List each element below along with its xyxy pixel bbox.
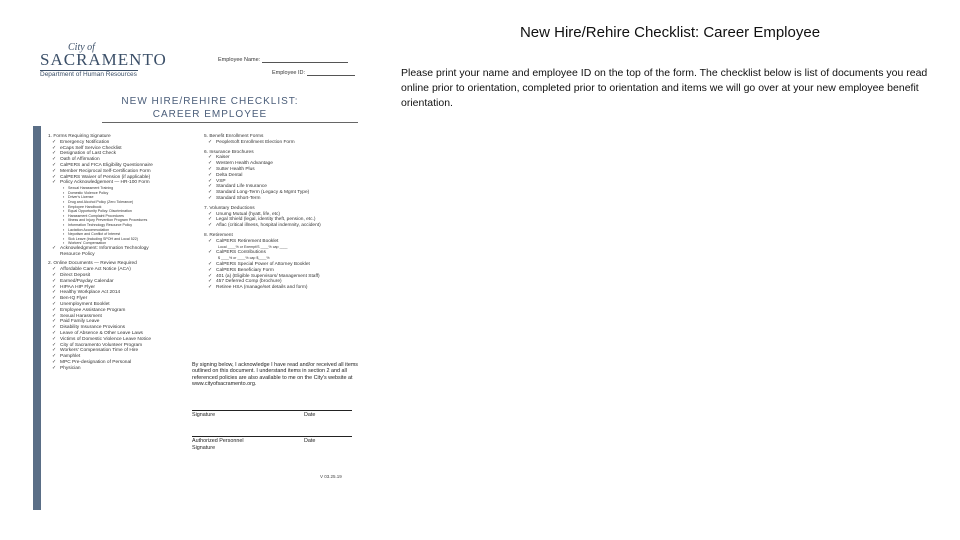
checklist-item: ✓ MPC Pre-designation of Personal <box>48 360 208 366</box>
section7-head: 7. Voluntary Deductions <box>204 205 255 211</box>
doc-title-rule <box>102 122 358 123</box>
section8-items <box>204 262 360 291</box>
checklist-item: ✓ Sutter Health Plus <box>204 167 360 173</box>
section8-small-line2: $ ____% or ____% cap $____% <box>218 256 270 261</box>
section1-items <box>48 140 208 186</box>
policy-sub-item: ▪ Information Technology Resource Policy <box>48 223 208 228</box>
policy-sub-item: ▪ Sick Leave (including SPOH and Local 522) <box>48 237 208 242</box>
checklist-item: ✓ Aflac (critical illness, hospital indemnity, accident) <box>204 223 360 229</box>
section1-tail-line2: Resource Policy <box>60 251 95 257</box>
policy-sub-item: ▪ Driver's License <box>48 195 208 200</box>
section1-head: 1. Forms Requiring Signature <box>48 134 111 139</box>
policy-sub-item: ▪ Illness and Injury Prevention Program Procedures <box>48 218 208 223</box>
sign-statement: By signing below, I acknowledge I have read and/or received all items outlined on this document. I understand items in section 2 and all referenced policies are also available to me on the City's website at www.cityofsacramento.org. <box>192 362 359 388</box>
section1-tail-line1: Acknowledgment: Information Technology <box>60 245 149 251</box>
checklist-item: ✓ PeopleSoft Enrollment Election Form <box>204 140 360 146</box>
checklist-item: ✓ CalPERS Special Power of Attorney Booklet <box>204 262 360 268</box>
section6-head: 6. Insurance Brochures <box>204 149 254 155</box>
policy-sub-item: ▪ Harassment Complaint Procedures <box>48 214 208 219</box>
checklist-item: ✓ VSP <box>204 179 360 185</box>
checklist-item: ✓ Disability Insurance Provisions <box>48 325 208 331</box>
checklist-item: ✓ Paid Family Leave <box>48 319 208 325</box>
checklist-item: ✓ Affordable Care Act Notice (ACA) <box>48 267 208 273</box>
section1-tail <box>48 246 208 252</box>
employee-name-line <box>262 62 348 63</box>
policy-sub-item: ▪ Domestic Violence Policy <box>48 191 208 196</box>
checklist-item: ✓ Delta Dental <box>204 173 360 179</box>
checklist-item: ✓ Kaiser <box>204 155 360 161</box>
signature-line <box>192 410 352 411</box>
checklist-item: ✓ Unumg Mutual (hyatt, life, etc) <box>204 212 360 218</box>
section8-item <box>204 250 360 256</box>
section2-items <box>48 267 208 371</box>
checklist-item: ✓ Standard Short-Term <box>204 196 360 202</box>
checklist-item: ✓ Legal Shield (legal, identity theft, pension, etc.) <box>204 217 360 223</box>
policy-sub-item: ▪ Nepotism and Conflict of Interest <box>48 232 208 237</box>
checklist-item: ✓ 457 Deferred Comp (brochure) <box>204 279 360 285</box>
policy-sub-item: ▪ Employee Handbook <box>48 205 208 210</box>
checklist-item: ✓ Oath of Affirmation <box>48 157 208 163</box>
checklist-item: ✓ CalPERS and FICA Eligibility Questionnaire <box>48 163 208 169</box>
checklist-item: ✓ Western Health Advantage <box>204 161 360 167</box>
section5-items <box>204 140 360 146</box>
checklist-item: ✓ Ben-IQ Flyer <box>48 296 208 302</box>
section8-item-text: CalPERS Contributions <box>216 250 266 256</box>
checklist-item: ✓ Victims of Domestic Violence Leave Notice <box>48 337 208 343</box>
authorized-label-line2: Signature <box>192 445 216 451</box>
doc-title-line2: CAREER EMPLOYEE <box>152 109 268 120</box>
checklist-item: ✓ Designation of Last Check <box>48 151 208 157</box>
authorized-signature-line <box>192 436 352 437</box>
section8-item <box>204 239 360 245</box>
authorized-label-line1: Authorized Personnel <box>192 438 244 444</box>
logo-sacramento: SACRAMENTO <box>40 50 167 69</box>
policy-sub-item: ▪ Lactation Accommodation <box>48 228 208 233</box>
checklist-item: ✓ eCaps Self Service Checklist <box>48 146 208 152</box>
policy-sub-item: ▪ Sexual Harassment Training <box>48 186 208 191</box>
checklist-item: ✓ Unemployment Booklet <box>48 302 208 308</box>
logo-department: Department of Human Resources <box>40 71 137 78</box>
employee-id-row <box>272 70 355 76</box>
authorized-date-label: Date <box>304 438 316 444</box>
checklist-item: ✓ Earned/Payday Calendar <box>48 279 208 285</box>
checklist-item: ✓ Healthy Workplace Act 2014 <box>48 290 208 296</box>
right-column <box>204 134 360 291</box>
section7-items <box>204 212 360 229</box>
section8-item-text: CalPERS Retirement Booklet <box>216 238 279 244</box>
signature-label: Signature <box>192 412 216 418</box>
checklist-item: ✓ Leave of Absence & Other Leave Laws <box>48 331 208 337</box>
section8-small-line1: Local ____% or Exempt/S ____% cap ____ <box>218 244 288 249</box>
checklist-item: ✓ CalPERS Beneficiary Form <box>204 268 360 274</box>
employee-name-row <box>218 57 348 63</box>
section1-sub-items <box>48 186 208 246</box>
checklist-item: ✓ 401 (a) (Eligible Supervisors/ Management Staff) <box>204 274 360 280</box>
checklist-item: ✓ Workers' Compensation Time of Hire <box>48 348 208 354</box>
checklist-item: ✓ Sexual Harassment <box>48 314 208 320</box>
date-label: Date <box>304 412 316 418</box>
intro-text: Please print your name and employee ID on the top of the form. The checklist below is list of documents you read online prior to orientation, completed prior to orientation and items we will go over at your new employee benefit orientation. <box>401 67 928 109</box>
employee-id-line <box>307 75 355 76</box>
version-label: V 03.25.19 <box>320 474 342 479</box>
checklist-item: ✓ Direct Deposit <box>48 273 208 279</box>
checklist-document <box>32 40 362 480</box>
checklist-item: ✓ Emergency Notification <box>48 140 208 146</box>
doc-title-line1: NEW HIRE/REHIRE CHECKLIST: <box>121 96 299 107</box>
checklist-item: ✓ Member Reciprocal Self-Certification Form <box>48 169 208 175</box>
checklist-item: ✓ Pamphlet <box>48 354 208 360</box>
policy-sub-item: ▪ Drug and Alcohol Policy (Zero Tolerance) <box>48 200 208 205</box>
policy-sub-item: ▪ Equal Opportunity Policy: Discrimination <box>48 209 208 214</box>
policy-sub-item: ▪ Workers' Compensation <box>48 241 208 246</box>
checklist-item: ✓ Standard Life Insurance <box>204 184 360 190</box>
checklist-item: ✓ CalPERS Waiver of Pension (if applicable) <box>48 175 208 181</box>
slide-title: New Hire/Rehire Checklist: Career Employee <box>519 24 821 41</box>
checklist-item: ✓ Employee Assistance Program <box>48 308 208 314</box>
employee-id-label: Employee ID: <box>272 70 306 76</box>
employee-name-label: Employee Name: <box>218 57 261 63</box>
checklist-item: ✓ Retiree HSA (manage/set details and form) <box>204 285 360 291</box>
checklist-item: ✓ Standard Long-Term (Legacy & Mgmt Type) <box>204 190 360 196</box>
section6-items <box>204 155 360 201</box>
left-column <box>48 134 208 372</box>
checklist-item: ✓ Policy Acknowledgement — HR-100 Form <box>48 180 208 186</box>
section8-head: 8. Retirement <box>204 232 233 238</box>
checklist-item: ✓ City of Sacramento Volunteer Program <box>48 343 208 349</box>
section2-head: 2. Online Documents — Review Required <box>48 261 137 267</box>
checklist-item: ✓ HIPAA HIP Flyer <box>48 285 208 291</box>
side-bar <box>33 126 41 510</box>
logo-city-of: City of <box>68 42 95 53</box>
checklist-item: ✓ Physician <box>48 366 208 372</box>
section5-head: 5. Benefit Enrollment Forms <box>204 134 264 139</box>
